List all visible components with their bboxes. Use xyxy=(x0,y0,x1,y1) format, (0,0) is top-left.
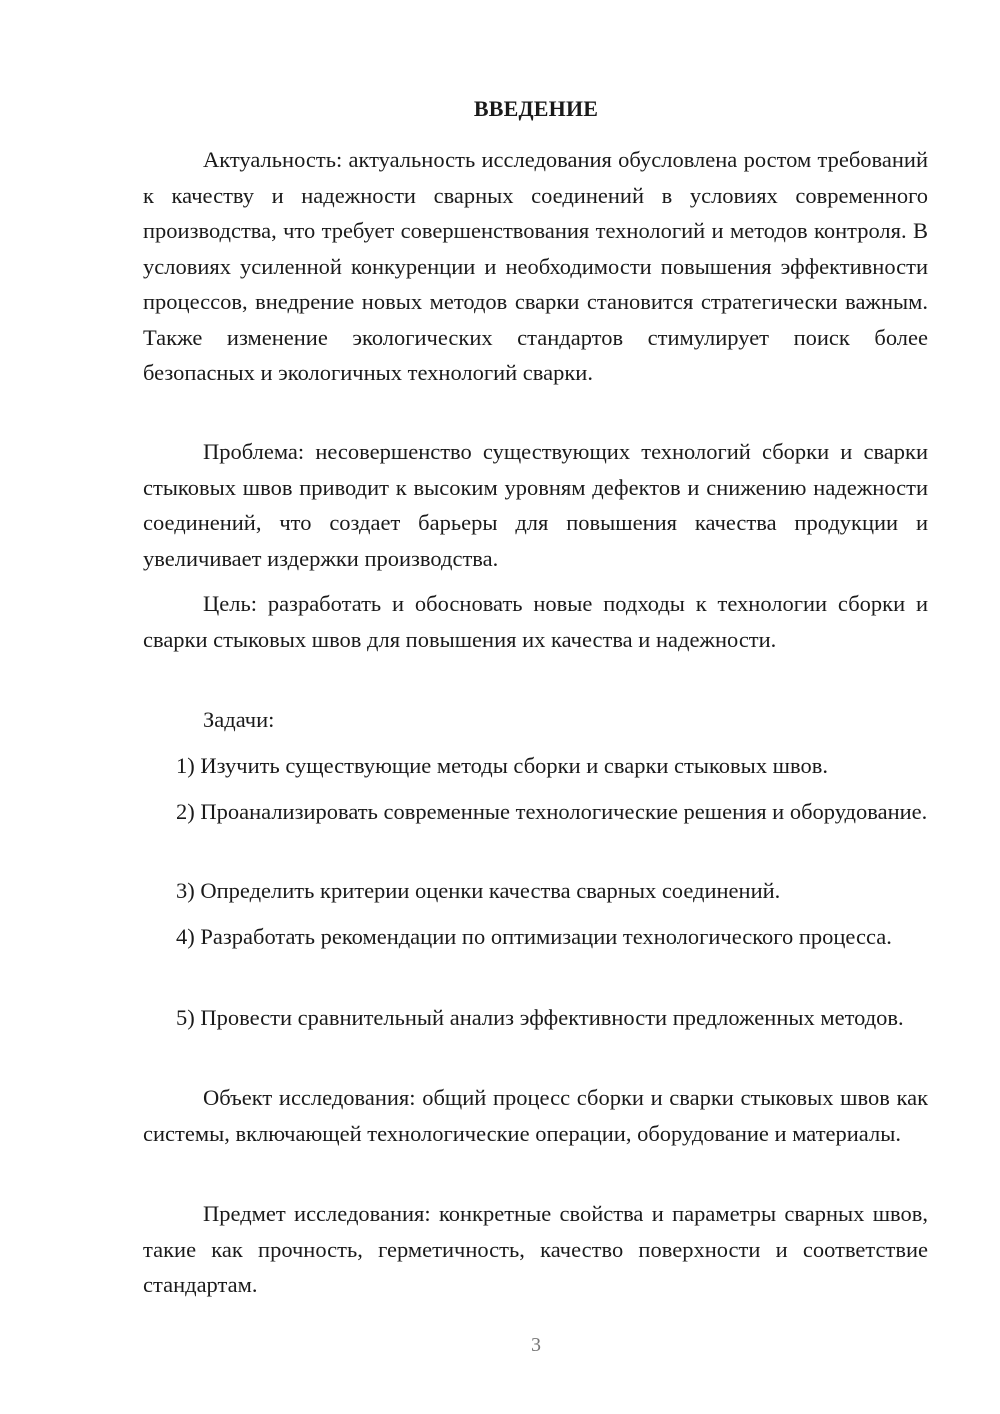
tasks-heading: Задачи: xyxy=(203,707,275,732)
task-item-5: 5) Провести сравнительный анализ эффективности предложенных методов. xyxy=(176,1005,904,1030)
subject-paragraph: Предмет исследования: конкретные свойства и параметры сварных швов, такие как прочность, герметичность, качество поверхности и соответствие стандартам. xyxy=(143,1201,928,1297)
task-item-1: 1) Изучить существующие методы сборки и сварки стыковых швов. xyxy=(176,753,828,778)
goal-paragraph: Цель: разработать и обосновать новые подходы к технологии сборки и сварки стыковых швов для повышения их качества и надежности. xyxy=(143,591,928,652)
problem-paragraph: Проблема: несовершенство существующих технологий сборки и сварки стыковых швов приводит к высоким уровням дефектов и снижению надежности соединений, что создает барьеры для повышения качества продукции и увеличивает издержки производства. xyxy=(143,439,928,571)
relevance-paragraph: Актуальность: актуальность исследования обусловлена ростом требований к качеству и надежности сварных соединений в условиях современного производства, что требует совершенствования технологий и методов контроля. В условиях усиленной конкуренции и необходимости повышения эффективности процессов, внедрение новых методов сварки становится стратегически важным. Также изменение экологических стандартов стимулирует поиск более безопасных и экологичных технологий сварки. xyxy=(143,147,928,385)
task-item-2: 2) Проанализировать современные технологические решения и оборудование. xyxy=(176,799,928,824)
section-title: ВВЕДЕНИЕ xyxy=(473,96,599,121)
object-paragraph: Объект исследования: общий процесс сборки и сварки стыковых швов как системы, включающей технологические операции, оборудование и материалы. xyxy=(143,1085,928,1146)
page-number: 3 xyxy=(531,1334,541,1356)
task-item-4: 4) Разработать рекомендации по оптимизации технологического процесса. xyxy=(176,924,892,949)
task-item-3: 3) Определить критерии оценки качества сварных соединений. xyxy=(176,878,781,903)
